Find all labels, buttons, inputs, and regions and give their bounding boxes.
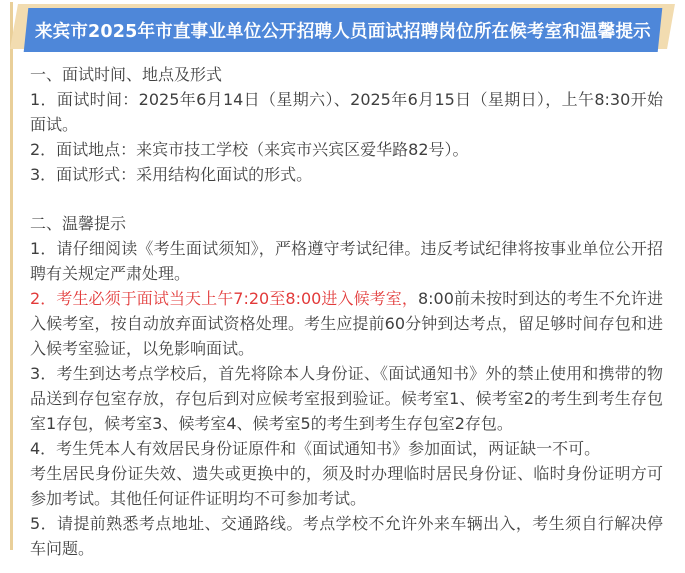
- tip-item-2: [30, 286, 663, 361]
- notice-header: [0, 0, 685, 58]
- tip-item-1: 1．请仔细阅读《考生面试须知》，严格遵守考试纪律。违反考试纪律将按事业单位公开招聘有关规定严肃处理。: [30, 239, 663, 283]
- tip-item-2-rest: 8:00前未按时到达的考生不允许进入候考室，按自动放弃面试资格处理。考生应提前60分钟到达考点，留足够时间存包和进入候考室验证，以免影响面试。: [30, 289, 663, 358]
- tip-item-2-highlight: 2．考生必须于面试当天上午7:20至8:00进入候考室，: [30, 289, 418, 308]
- tip-item-5: 5．请提前熟悉考点地址、交通路线。考点学校不允许外来车辆出入，考生须自行解决停车问题。: [30, 514, 663, 558]
- tip-item-3: 3．考生到达考点学校后，首先将除本人身份证、《面试通知书》外的禁止使用和携带的物品送到存包室存放，存包后到对应候考室报到验证。候考室1、候考室2的考生到考生存包室1存包，候考室3、候考室4、候考室5的考生到考生存包室2存包。: [30, 364, 663, 433]
- left-accent-line: [10, 2, 13, 550]
- interview-location-item: 2．面试地点：来宾市技工学校（来宾市兴宾区爱华路82号）。: [30, 140, 469, 159]
- section2-heading: 二、温馨提示: [30, 214, 127, 233]
- tip-item-4: 4．考生凭本人有效居民身份证原件和《面试通知书》参加面试，两证缺一不可。: [30, 439, 601, 458]
- section1-heading: 一、面试时间、地点及形式: [30, 65, 223, 84]
- page-title: 来宾市2025年市直事业单位公开招聘人员面试招聘岗位所在候考室和温馨提示: [35, 21, 651, 42]
- notice-body: [30, 62, 663, 561]
- header-banner: [24, 8, 663, 52]
- interview-format-item: 3．面试形式：采用结构化面试的形式。: [30, 165, 313, 184]
- tip-item-4-note: 考生居民身份证失效、遗失或更换中的，须及时办理临时居民身份证、临时身份证明方可参加考试。其他任何证件证明均不可参加考试。: [30, 464, 663, 508]
- interview-time-item: 1．面试时间：2025年6月14日（星期六）、2025年6月15日（星期日），上午8:30开始面试。: [30, 90, 663, 134]
